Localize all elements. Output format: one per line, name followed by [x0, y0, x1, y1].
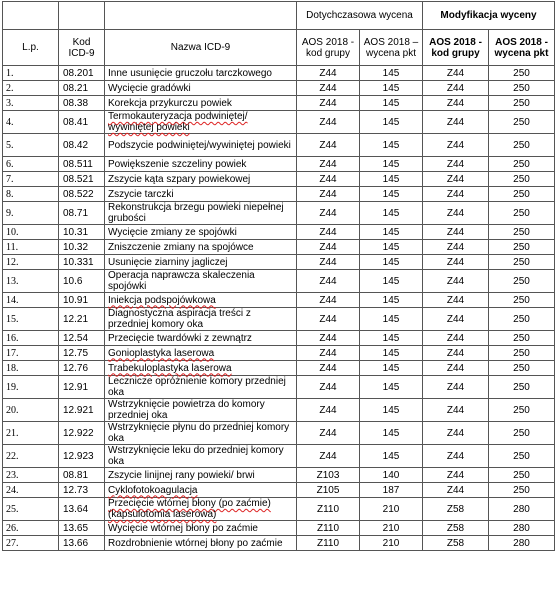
- row-modified-group-code: Z44: [423, 308, 489, 331]
- icd9-pricing-table: [2, 1, 555, 551]
- table-row: [3, 270, 555, 293]
- row-aos-group-code: Z44: [297, 225, 360, 240]
- row-modified-points: 250: [489, 399, 555, 422]
- row-modified-group-code: Z44: [423, 361, 489, 376]
- row-aos-group-code: Z44: [297, 331, 360, 346]
- row-icd9-name: Wstrzyknięcie powietrza do komory przedniej oka: [105, 399, 297, 422]
- table-row: [3, 498, 555, 521]
- row-modified-points: 250: [489, 81, 555, 96]
- spellcheck-marked-text: Termokauteryzacja podwiniętej/ wywiniętej powieki: [108, 111, 248, 133]
- row-aos-group-code: Z44: [297, 308, 360, 331]
- row-icd9-name: Zszycie linijnej rany powieki/ brwi: [105, 468, 297, 483]
- row-icd9-code: 08.71: [59, 202, 105, 225]
- row-icd9-code: 10.331: [59, 255, 105, 270]
- row-lp: 16.: [3, 331, 59, 346]
- row-aos-group-code: Z105: [297, 483, 360, 498]
- row-aos-group-code: Z44: [297, 255, 360, 270]
- row-icd9-code: 10.31: [59, 225, 105, 240]
- row-aos-points: 140: [360, 468, 423, 483]
- row-icd9-code: 08.38: [59, 96, 105, 111]
- row-lp: 24.: [3, 483, 59, 498]
- row-icd9-name: [105, 498, 297, 521]
- header-group-row: [3, 2, 555, 30]
- row-modified-points: 280: [489, 498, 555, 521]
- row-aos-group-code: Z44: [297, 172, 360, 187]
- header-aos-group-code: AOS 2018 - kod grupy: [297, 30, 360, 66]
- row-icd9-code: 12.21: [59, 308, 105, 331]
- row-modified-points: 250: [489, 187, 555, 202]
- row-modified-group-code: Z44: [423, 225, 489, 240]
- table-row: [3, 376, 555, 399]
- row-modified-points: 250: [489, 255, 555, 270]
- table-row: [3, 96, 555, 111]
- header-modified-points: AOS 2018 - wycena pkt: [489, 30, 555, 66]
- row-aos-points: 145: [360, 445, 423, 468]
- row-aos-group-code: Z44: [297, 96, 360, 111]
- row-icd9-code: 12.922: [59, 422, 105, 445]
- row-icd9-code: 10.6: [59, 270, 105, 293]
- table-row: [3, 255, 555, 270]
- row-icd9-code: 08.81: [59, 468, 105, 483]
- row-modified-group-code: Z44: [423, 331, 489, 346]
- row-modified-group-code: Z44: [423, 270, 489, 293]
- row-icd9-name: [105, 111, 297, 134]
- row-icd9-code: 12.923: [59, 445, 105, 468]
- table-row: [3, 81, 555, 96]
- row-lp: 22.: [3, 445, 59, 468]
- row-modified-group-code: Z44: [423, 66, 489, 81]
- row-aos-points: 145: [360, 157, 423, 172]
- row-lp: 21.: [3, 422, 59, 445]
- row-modified-points: 250: [489, 346, 555, 361]
- row-aos-group-code: Z103: [297, 468, 360, 483]
- table-row: [3, 422, 555, 445]
- table-row: [3, 308, 555, 331]
- row-aos-group-code: Z44: [297, 422, 360, 445]
- header-current-pricing: Dotychczasowa wycena: [297, 2, 423, 30]
- table-row: [3, 202, 555, 225]
- table-row: [3, 240, 555, 255]
- row-lp: 13.: [3, 270, 59, 293]
- row-icd9-code: 08.521: [59, 172, 105, 187]
- row-modified-group-code: Z58: [423, 536, 489, 551]
- row-modified-points: 250: [489, 225, 555, 240]
- row-modified-group-code: Z44: [423, 202, 489, 225]
- row-aos-group-code: Z110: [297, 498, 360, 521]
- header-blank-cell: [59, 2, 105, 30]
- row-lp: 4.: [3, 111, 59, 134]
- table-row: [3, 346, 555, 361]
- row-modified-group-code: Z44: [423, 468, 489, 483]
- row-icd9-name: Usunięcie ziarniny jagliczej: [105, 255, 297, 270]
- table-row: [3, 536, 555, 551]
- row-modified-group-code: Z44: [423, 376, 489, 399]
- table-row: [3, 157, 555, 172]
- row-lp: 18.: [3, 361, 59, 376]
- row-icd9-name: Lecznicze opróżnienie komory przedniej oka: [105, 376, 297, 399]
- table-row: [3, 187, 555, 202]
- header-column-row: [3, 30, 555, 66]
- row-lp: 3.: [3, 96, 59, 111]
- row-aos-group-code: Z44: [297, 445, 360, 468]
- header-icd9-name: Nazwa ICD-9: [105, 30, 297, 66]
- row-aos-group-code: Z44: [297, 376, 360, 399]
- row-aos-points: 145: [360, 399, 423, 422]
- table-row: [3, 111, 555, 134]
- row-modified-points: 250: [489, 96, 555, 111]
- row-lp: 14.: [3, 293, 59, 308]
- row-icd9-name: Wstrzyknięcie leku do przedniej komory oka: [105, 445, 297, 468]
- row-aos-group-code: Z44: [297, 240, 360, 255]
- row-aos-points: 145: [360, 376, 423, 399]
- row-modified-group-code: Z44: [423, 255, 489, 270]
- header-icd9-code: Kod ICD-9: [59, 30, 105, 66]
- row-aos-points: 145: [360, 172, 423, 187]
- row-lp: 17.: [3, 346, 59, 361]
- row-modified-group-code: Z44: [423, 445, 489, 468]
- row-icd9-code: 12.76: [59, 361, 105, 376]
- row-lp: 1.: [3, 66, 59, 81]
- row-aos-points: 145: [360, 225, 423, 240]
- table-row: [3, 225, 555, 240]
- row-aos-points: 145: [360, 255, 423, 270]
- row-lp: 25.: [3, 498, 59, 521]
- row-aos-points: 145: [360, 308, 423, 331]
- row-lp: 10.: [3, 225, 59, 240]
- table-row: [3, 445, 555, 468]
- row-modified-points: 250: [489, 468, 555, 483]
- table-row: [3, 521, 555, 536]
- row-aos-group-code: Z44: [297, 81, 360, 96]
- row-icd9-name: Przecięcie twardówki z zewnątrz: [105, 331, 297, 346]
- row-modified-group-code: Z44: [423, 293, 489, 308]
- table-row: [3, 468, 555, 483]
- spellcheck-marked-text: Trabekuloplastyka laserowa: [108, 362, 232, 374]
- row-icd9-name: Podszycie podwiniętej/wywiniętej powieki: [105, 134, 297, 157]
- row-icd9-code: 08.42: [59, 134, 105, 157]
- spellcheck-marked-text: Cyklofotokoagulacja: [108, 484, 198, 496]
- row-lp: 9.: [3, 202, 59, 225]
- row-aos-points: 187: [360, 483, 423, 498]
- row-aos-group-code: Z44: [297, 346, 360, 361]
- row-aos-group-code: Z44: [297, 66, 360, 81]
- row-modified-points: 250: [489, 134, 555, 157]
- header-blank-cell: [105, 2, 297, 30]
- row-lp: 27.: [3, 536, 59, 551]
- row-aos-group-code: Z44: [297, 111, 360, 134]
- row-modified-points: 250: [489, 270, 555, 293]
- table-row: [3, 134, 555, 157]
- row-lp: 26.: [3, 521, 59, 536]
- row-lp: 20.: [3, 399, 59, 422]
- row-modified-points: 250: [489, 240, 555, 255]
- row-modified-group-code: Z44: [423, 187, 489, 202]
- row-icd9-name: Wycięcie wtórnej błony po zaćmie: [105, 521, 297, 536]
- row-icd9-name: Wycięcie gradówki: [105, 81, 297, 96]
- row-modified-group-code: Z44: [423, 422, 489, 445]
- row-aos-group-code: Z44: [297, 134, 360, 157]
- row-modified-points: 280: [489, 536, 555, 551]
- row-modified-points: 250: [489, 172, 555, 187]
- row-icd9-code: 08.511: [59, 157, 105, 172]
- row-aos-points: 145: [360, 134, 423, 157]
- row-icd9-name: Wstrzyknięcie płynu do przedniej komory oka: [105, 422, 297, 445]
- row-lp: 8.: [3, 187, 59, 202]
- row-aos-points: 210: [360, 536, 423, 551]
- header-modified-group-code: AOS 2018 - kod grupy: [423, 30, 489, 66]
- row-modified-points: 250: [489, 66, 555, 81]
- row-icd9-code: 12.73: [59, 483, 105, 498]
- table-row: [3, 361, 555, 376]
- row-icd9-name: [105, 346, 297, 361]
- row-icd9-name: [105, 361, 297, 376]
- row-lp: 2.: [3, 81, 59, 96]
- header-lp: L.p.: [3, 30, 59, 66]
- row-modified-points: 250: [489, 422, 555, 445]
- row-modified-group-code: Z44: [423, 96, 489, 111]
- spellcheck-marked-text: Iniekcja podspojówkowa: [108, 294, 216, 306]
- row-modified-group-code: Z58: [423, 498, 489, 521]
- row-modified-points: 250: [489, 308, 555, 331]
- row-modified-group-code: Z58: [423, 521, 489, 536]
- row-aos-points: 145: [360, 240, 423, 255]
- row-lp: 11.: [3, 240, 59, 255]
- row-aos-points: 210: [360, 498, 423, 521]
- header-modified-pricing: Modyfikacja wyceny: [423, 2, 555, 30]
- row-aos-points: 145: [360, 346, 423, 361]
- row-modified-points: 250: [489, 376, 555, 399]
- header-aos-points: AOS 2018 – wycena pkt: [360, 30, 423, 66]
- row-aos-points: 145: [360, 202, 423, 225]
- table-row: [3, 399, 555, 422]
- row-icd9-code: 12.921: [59, 399, 105, 422]
- row-modified-group-code: Z44: [423, 346, 489, 361]
- spellcheck-marked-text: Gonioplastyka laserowa: [108, 347, 215, 359]
- row-icd9-name: [105, 483, 297, 498]
- row-icd9-name: Wycięcie zmiany ze spojówki: [105, 225, 297, 240]
- row-icd9-code: 12.54: [59, 331, 105, 346]
- row-aos-group-code: Z44: [297, 361, 360, 376]
- row-aos-points: 145: [360, 81, 423, 96]
- row-icd9-code: 08.522: [59, 187, 105, 202]
- row-icd9-name: Diagnostyczna aspiracja treści z przedniej komory oka: [105, 308, 297, 331]
- row-icd9-code: 12.75: [59, 346, 105, 361]
- row-lp: 5.: [3, 134, 59, 157]
- spellcheck-marked-text: Przecięcie wtórnej błony (po zaćmie) (kapsulotomia laserowa): [108, 498, 271, 520]
- row-modified-group-code: Z44: [423, 399, 489, 422]
- row-modified-group-code: Z44: [423, 111, 489, 134]
- row-aos-group-code: Z44: [297, 187, 360, 202]
- row-modified-group-code: Z44: [423, 240, 489, 255]
- row-modified-points: 250: [489, 445, 555, 468]
- row-icd9-name: Rozdrobnienie wtórnej błony po zaćmie: [105, 536, 297, 551]
- row-icd9-code: 13.64: [59, 498, 105, 521]
- row-icd9-code: 08.41: [59, 111, 105, 134]
- row-icd9-code: 08.21: [59, 81, 105, 96]
- row-aos-points: 210: [360, 521, 423, 536]
- row-icd9-name: Operacja naprawcza skaleczenia spojówki: [105, 270, 297, 293]
- row-modified-points: 250: [489, 157, 555, 172]
- row-modified-points: 250: [489, 202, 555, 225]
- row-icd9-name: Korekcja przykurczu powiek: [105, 96, 297, 111]
- row-modified-points: 250: [489, 111, 555, 134]
- table-row: [3, 172, 555, 187]
- header-blank-cell: [3, 2, 59, 30]
- row-modified-group-code: Z44: [423, 483, 489, 498]
- row-icd9-name: Inne usunięcie gruczołu tarczkowego: [105, 66, 297, 81]
- row-icd9-name: [105, 293, 297, 308]
- row-icd9-code: 13.65: [59, 521, 105, 536]
- row-aos-points: 145: [360, 270, 423, 293]
- row-modified-group-code: Z44: [423, 172, 489, 187]
- row-aos-points: 145: [360, 66, 423, 81]
- row-modified-group-code: Z44: [423, 157, 489, 172]
- row-lp: 23.: [3, 468, 59, 483]
- row-aos-group-code: Z44: [297, 270, 360, 293]
- row-modified-points: 250: [489, 331, 555, 346]
- row-lp: 7.: [3, 172, 59, 187]
- row-aos-points: 145: [360, 422, 423, 445]
- row-modified-points: 250: [489, 293, 555, 308]
- table-row: [3, 66, 555, 81]
- row-aos-group-code: Z110: [297, 521, 360, 536]
- row-icd9-code: 10.32: [59, 240, 105, 255]
- row-lp: 15.: [3, 308, 59, 331]
- row-aos-points: 145: [360, 96, 423, 111]
- table-body: [3, 66, 555, 551]
- row-modified-group-code: Z44: [423, 81, 489, 96]
- row-modified-points: 250: [489, 483, 555, 498]
- row-lp: 6.: [3, 157, 59, 172]
- row-icd9-name: Powiększenie szczeliny powiek: [105, 157, 297, 172]
- row-aos-points: 145: [360, 187, 423, 202]
- row-aos-group-code: Z44: [297, 293, 360, 308]
- row-icd9-code: 13.66: [59, 536, 105, 551]
- row-modified-points: 250: [489, 361, 555, 376]
- row-lp: 12.: [3, 255, 59, 270]
- row-aos-points: 145: [360, 111, 423, 134]
- row-aos-group-code: Z44: [297, 157, 360, 172]
- row-aos-points: 145: [360, 293, 423, 308]
- row-icd9-name: Zniszczenie zmiany na spojówce: [105, 240, 297, 255]
- row-aos-points: 145: [360, 331, 423, 346]
- row-icd9-name: Zszycie tarczki: [105, 187, 297, 202]
- row-aos-points: 145: [360, 361, 423, 376]
- row-aos-group-code: Z44: [297, 202, 360, 225]
- row-icd9-code: 10.91: [59, 293, 105, 308]
- table-row: [3, 331, 555, 346]
- row-aos-group-code: Z44: [297, 399, 360, 422]
- row-icd9-code: 12.91: [59, 376, 105, 399]
- row-lp: 19.: [3, 376, 59, 399]
- row-modified-group-code: Z44: [423, 134, 489, 157]
- row-icd9-name: Zszycie kąta szpary powiekowej: [105, 172, 297, 187]
- row-icd9-name: Rekonstrukcja brzegu powieki niepełnej grubości: [105, 202, 297, 225]
- row-modified-points: 280: [489, 521, 555, 536]
- row-aos-group-code: Z110: [297, 536, 360, 551]
- table-row: [3, 483, 555, 498]
- row-icd9-code: 08.201: [59, 66, 105, 81]
- table-row: [3, 293, 555, 308]
